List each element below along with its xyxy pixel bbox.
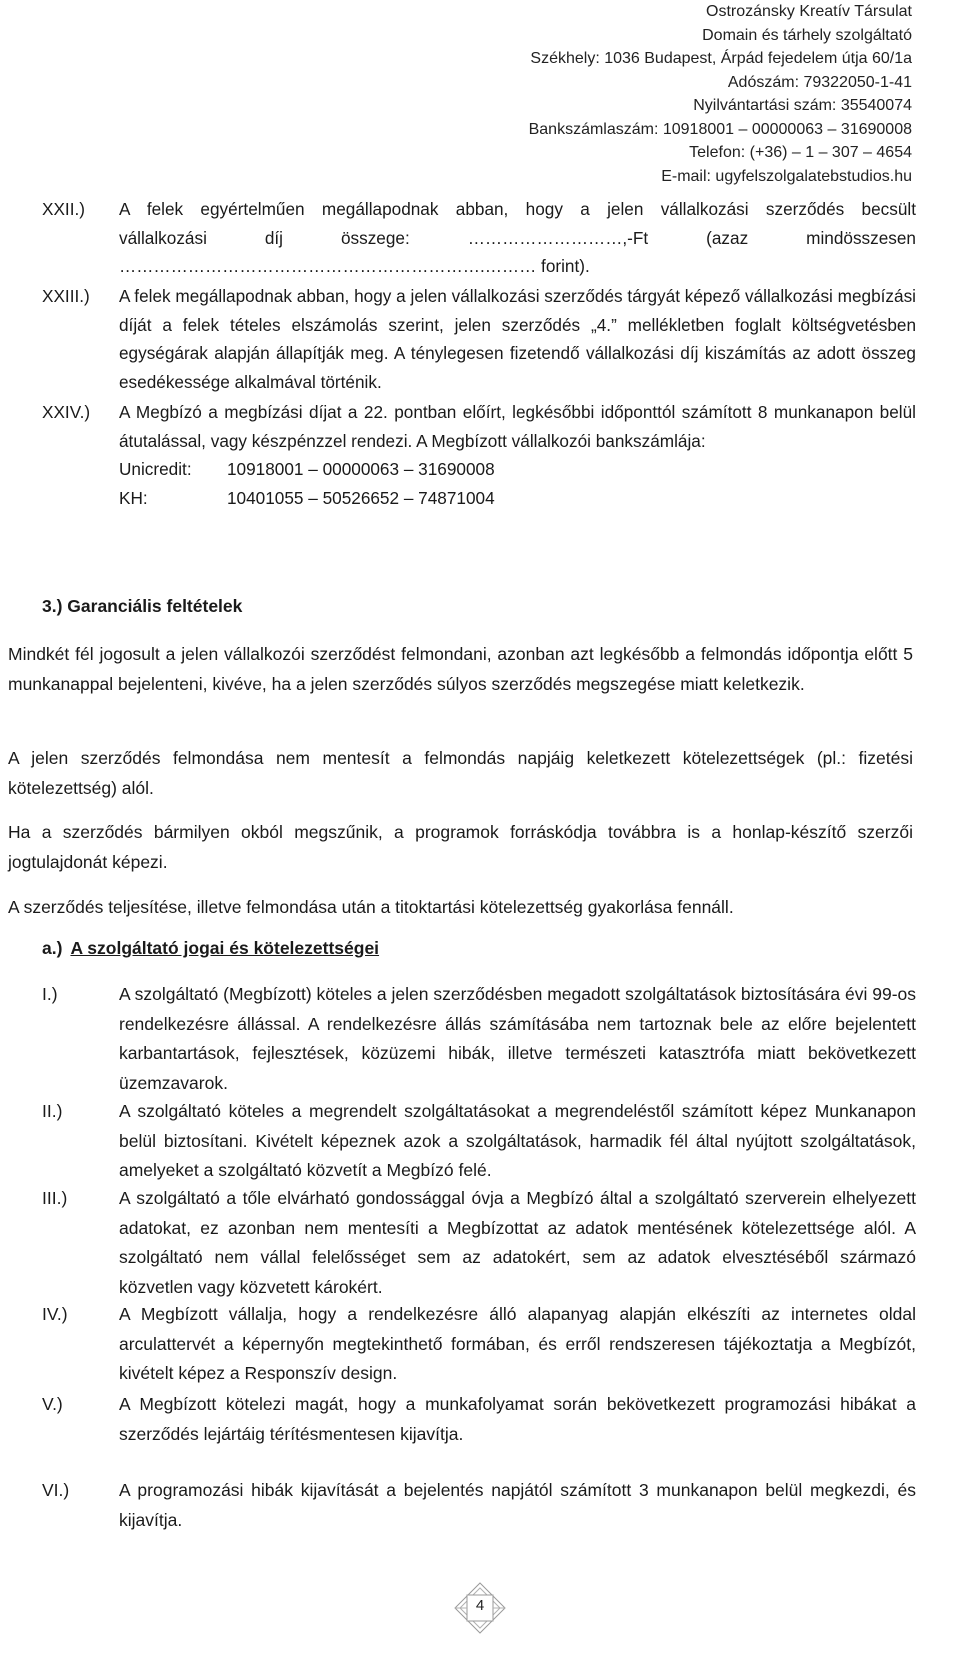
clause-text-line: A felek egyértelműen megállapodnak abban, hogy a jelen vállalkozási szerződés becsült: [119, 199, 916, 219]
obligation-item: [42, 1300, 916, 1389]
section-title: 3.) Garanciális feltételek: [42, 596, 243, 616]
bank-account-row: [119, 455, 916, 484]
bank-label: KH:: [119, 487, 148, 508]
paragraph: A jelen szerződés felmondása nem mentesít a felmondás napjáig keletkezett kötelezettségek (pl.: fizetési kötelezettség) alól.: [8, 748, 913, 798]
header-line: Székhely: 1036 Budapest, Árpád fejedelem útja 60/1a: [530, 50, 912, 67]
item-text: A szolgáltató köteles a megrendelt szolgáltatásokat a megrendeléstől számított képez Munkanapon belül biztosítani. Kivételt képeznek azok a szolgáltatások, harmadik fél által nyújtott szolgáltatások, amelyeket a szolgáltató közvetít a Megbízó felé.: [119, 1101, 916, 1180]
page-number: 4: [475, 1597, 485, 1614]
obligation-item: [42, 1476, 916, 1535]
header-line: Telefon: (+36) – 1 – 307 – 4654: [689, 144, 912, 161]
obligation-item: [42, 1097, 916, 1186]
header-line: E-mail: ugyfelszolgalatebstudios.hu: [661, 167, 912, 185]
clause-number: XXIII.): [42, 286, 90, 306]
header-line: Nyilvántartási szám: 35540074: [693, 97, 912, 114]
bank-account-row: [119, 484, 916, 513]
item-number: VI.): [42, 1480, 70, 1500]
clause-number: XXIV.): [42, 402, 91, 422]
clause-xxiii: [42, 282, 916, 396]
item-text: A programozási hibák kijavítását a bejelentés napjától számított 3 munkanapon belül megkezdi, és kijavítja.: [119, 1480, 916, 1530]
bank-account-number: 10918001 – 00000063 – 31690008: [227, 459, 495, 479]
bank-label: Unicredit:: [119, 459, 192, 479]
header-line: Domain és tárhely szolgáltató: [702, 26, 912, 44]
obligation-item: [42, 1390, 916, 1449]
clause-number: XXII.): [42, 199, 85, 219]
paragraph: Mindkét fél jogosult a jelen vállalkozói szerződést felmondani, azonban azt legkésőbb a felmondás időpontja előtt 5 munkanappal bejelenteni, kivéve, ha a jelen szerződés súlyos szerződés megszegése miatt keletkezik.: [8, 644, 913, 694]
subsection-prefix: a.): [42, 938, 63, 958]
item-text: A szolgáltató (Megbízott) köteles a jelen szerződésben megadott szolgáltatások biztosítására évi 99-os rendelkezésre állással. A rendelkezésre állás számításába nem tartoznak bele az előre bejelentett karbantartások, fejlesztések, közüzemi hibák, illetve természeti katasztrófa miatt bekövetkezett üzemzavarok.: [119, 984, 916, 1093]
clause-text: A felek megállapodnak abban, hogy a jelen vállalkozási szerződés tárgyát képező vállalkozási megbízási díját a felek tételes elszámolás szerint, jelen szerződés „4.” mellékletben foglalt költségvetésben egységárak alapján állapítják meg. A ténylegesen fizetendő vállalkozási díj kiszámítás az adott összeg esedékessége alkalmával történik.: [119, 286, 916, 392]
clause-text-line: ……………………………………………………….……… forint).: [119, 256, 590, 276]
subsection-title: [42, 938, 379, 959]
clause-xxii: [42, 195, 916, 281]
company-header: [529, 0, 912, 188]
paragraph: A szerződés teljesítése, illetve felmondása után a titoktartási kötelezettség gyakorlása fennáll.: [8, 897, 734, 917]
bank-account-number: 10401055 – 50526652 – 74871004: [227, 487, 495, 508]
header-line: Ostrozánsky Kreatív Társulat: [706, 3, 912, 20]
obligation-item: [42, 1184, 916, 1302]
item-number: IV.): [42, 1304, 68, 1324]
clause-text-line: vállalkozási díj összege: ………………………,-Ft (azaz mindösszesen: [119, 227, 916, 248]
clause-xxiv: [42, 398, 916, 512]
item-number: II.): [42, 1101, 63, 1121]
header-line: Bankszámlaszám: 10918001 – 00000063 – 31690008: [528, 120, 912, 138]
item-text: A szolgáltató a tőle elvárható gondossággal óvja a Megbízó által a szolgáltató szerverein elhelyezett adatokat, ez azonban nem mentesíti a Megbízottat az adatok mentésének kötelezettsége alól. A szolgáltató nem vállal felelősséget sem az adatokért, sem az adatok elvesztéséből származó közvetlen vagy közvetett károkért.: [119, 1188, 916, 1297]
item-number: I.): [42, 984, 58, 1004]
subsection-heading: A szolgáltató jogai és kötelezettségei: [70, 938, 380, 958]
paragraph: Ha a szerződés bármilyen okból megszűnik, a programok forráskódja továbbra is a honlap-készítő szerzői jogtulajdonát képezi.: [8, 822, 913, 872]
obligation-item: [42, 980, 916, 1098]
item-number: V.): [42, 1394, 63, 1414]
page-number-badge: [454, 1582, 506, 1634]
header-line: Adószám: 79322050-1-41: [727, 73, 912, 91]
item-text: A Megbízott vállalja, hogy a rendelkezésre álló alapanyag alapján elkészíti az internetes oldal arculattervét a képernyőn megtekinthető formában, és erről rendszeresen tájékoztatja a Megbízót, kivételt képez a Responszív design.: [119, 1304, 916, 1383]
clause-text: A Megbízó a megbízási díjat a 22. pontban előírt, legkésőbbi időponttól számított 8 munkanapon belül átutalással, vagy készpénzzel rendezi. A Megbízott vállalkozói bankszámlája:: [119, 402, 916, 451]
item-text: A Megbízott kötelezi magát, hogy a munkafolyamat során bekövetkezett programozási hibákat a szerződés lejártáig térítésmentesen kijavítja.: [119, 1394, 916, 1444]
item-number: III.): [42, 1188, 68, 1208]
